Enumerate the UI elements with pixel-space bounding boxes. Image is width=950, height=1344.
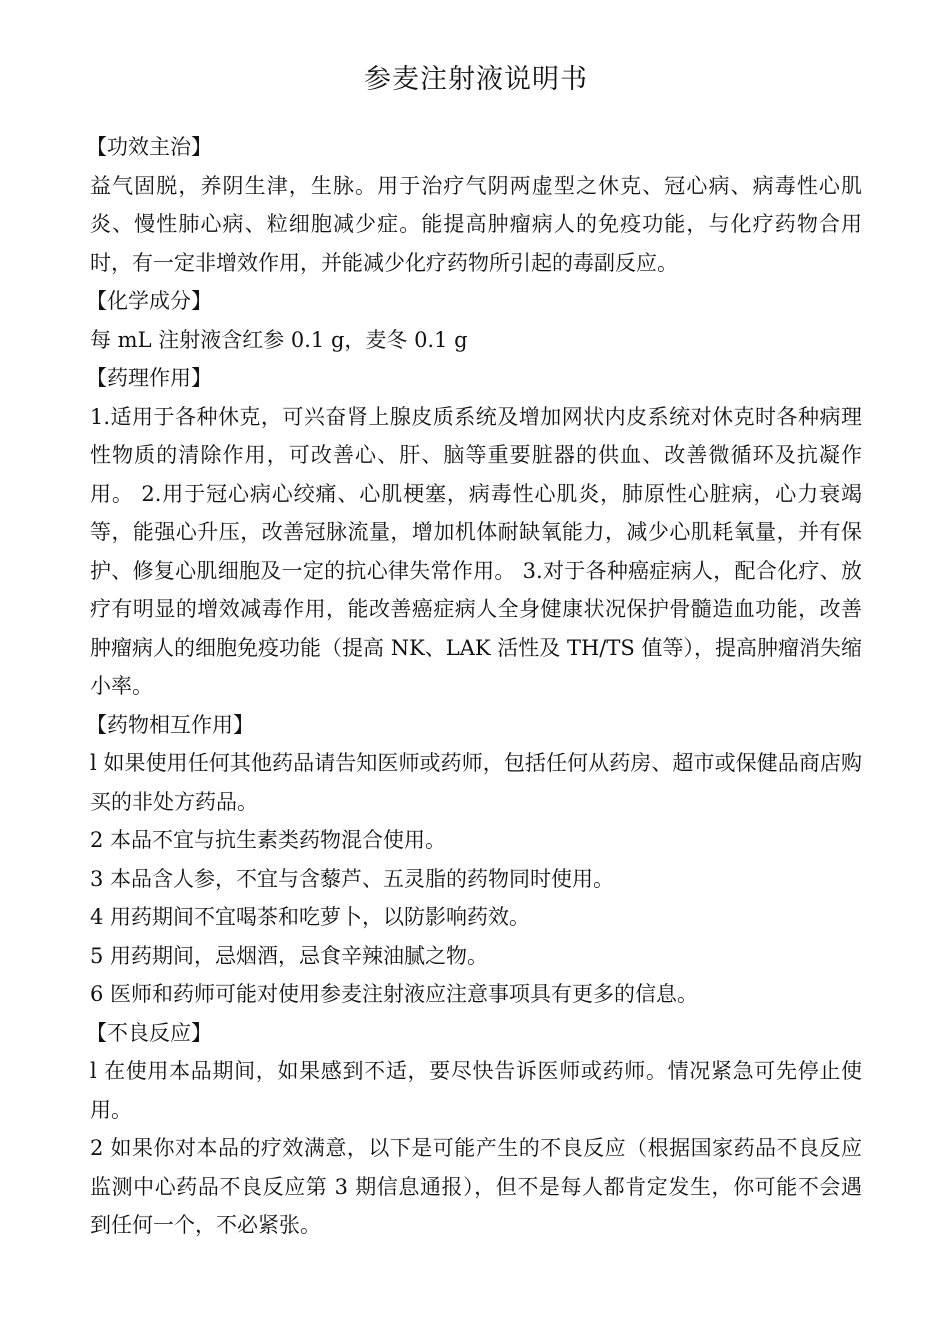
section-heading-interactions: 【药物相互作用】 bbox=[86, 712, 254, 737]
document-title: 参麦注射液说明书 bbox=[364, 64, 588, 95]
section-heading-adverse: 【不良反应】 bbox=[86, 1020, 212, 1045]
interaction-item-5: 5 用药期间，忌烟酒，忌食辛辣油腻之物。 bbox=[90, 943, 489, 968]
section-heading-efficacy: 【功效主治】 bbox=[86, 135, 212, 159]
composition-paragraph: 每 mL 注射液含红参 0.1 g，麦冬 0.1 g bbox=[90, 327, 468, 352]
efficacy-paragraph: 益气固脱，养阴生津，生脉。用于治疗气阴两虚型之休克、冠心病、病毒性心肌炎、慢性肺心病、粒细胞减少症。能提高肿瘤病人的免疫功能，与化疗药物合用时，有一定非增效作用，并能减少化疗药物所引起的毒副反应。 bbox=[90, 173, 862, 275]
interaction-item-4: 4 用药期间不宜喝茶和吃萝卜，以防影响药效。 bbox=[90, 905, 531, 929]
interaction-item-6: 6 医师和药师可能对使用参麦注射液应注意事项具有更多的信息。 bbox=[90, 982, 699, 1006]
section-heading-composition: 【化学成分】 bbox=[86, 289, 212, 313]
section-pharmacology bbox=[86, 359, 862, 706]
adverse-item-1: l 在使用本品期间，如果感到不适，要尽快告诉医师或药师。情况紧急可先停止使用。 bbox=[90, 1059, 862, 1122]
interaction-item-2: 2 本品不宜与抗生素类药物混合使用。 bbox=[90, 828, 447, 852]
document-body bbox=[86, 128, 862, 1245]
section-adverse bbox=[86, 1014, 862, 1245]
section-interactions bbox=[86, 706, 862, 1014]
section-composition bbox=[86, 282, 862, 359]
section-efficacy bbox=[86, 128, 862, 282]
section-heading-pharmacology: 【药理作用】 bbox=[86, 366, 212, 390]
interaction-item-3: 3 本品含人参，不宜与含藜芦、五灵脂的药物同时使用。 bbox=[90, 866, 615, 891]
pharmacology-paragraph: 1.适用于各种休克，可兴奋肾上腺皮质系统及增加网状内皮系统对休克时各种病理性物质的清除作用，可改善心、肝、脑等重要脏器的供血、改善微循环及抗凝作用。 2.用于冠心病心绞痛、心肌梗塞，病毒性心肌炎，肺原性心脏病，心力衰竭等，能强心升压，改善冠脉流量，增加机体耐缺氧能力，减少心肌耗氧量，并有保护、修复心肌细胞及一定的抗心律失常作用。 3.对于各种癌症病人，配合化疗、放疗有明显的增效减毒作用，能改善癌症病人全身健康状况保护骨髓造血功能，改善肿瘤病人的细胞免疫功能（提高 NK、LAK 活性及 TH/TS 值等），提高肿瘤消失缩小率。 bbox=[90, 404, 862, 698]
adverse-item-2: 2 如果你对本品的疗效满意，以下是可能产生的不良反应（根据国家药品不良反应监测中心药品不良反应第 3 期信息通报），但不是每人都肯定发生，你可能不会遇到任何一个，不必紧张。 bbox=[90, 1136, 862, 1237]
interaction-item-1: l 如果使用任何其他药品请告知医师或药师，包括任何从药房、超市或保健品商店购买的非处方药品。 bbox=[90, 751, 862, 814]
